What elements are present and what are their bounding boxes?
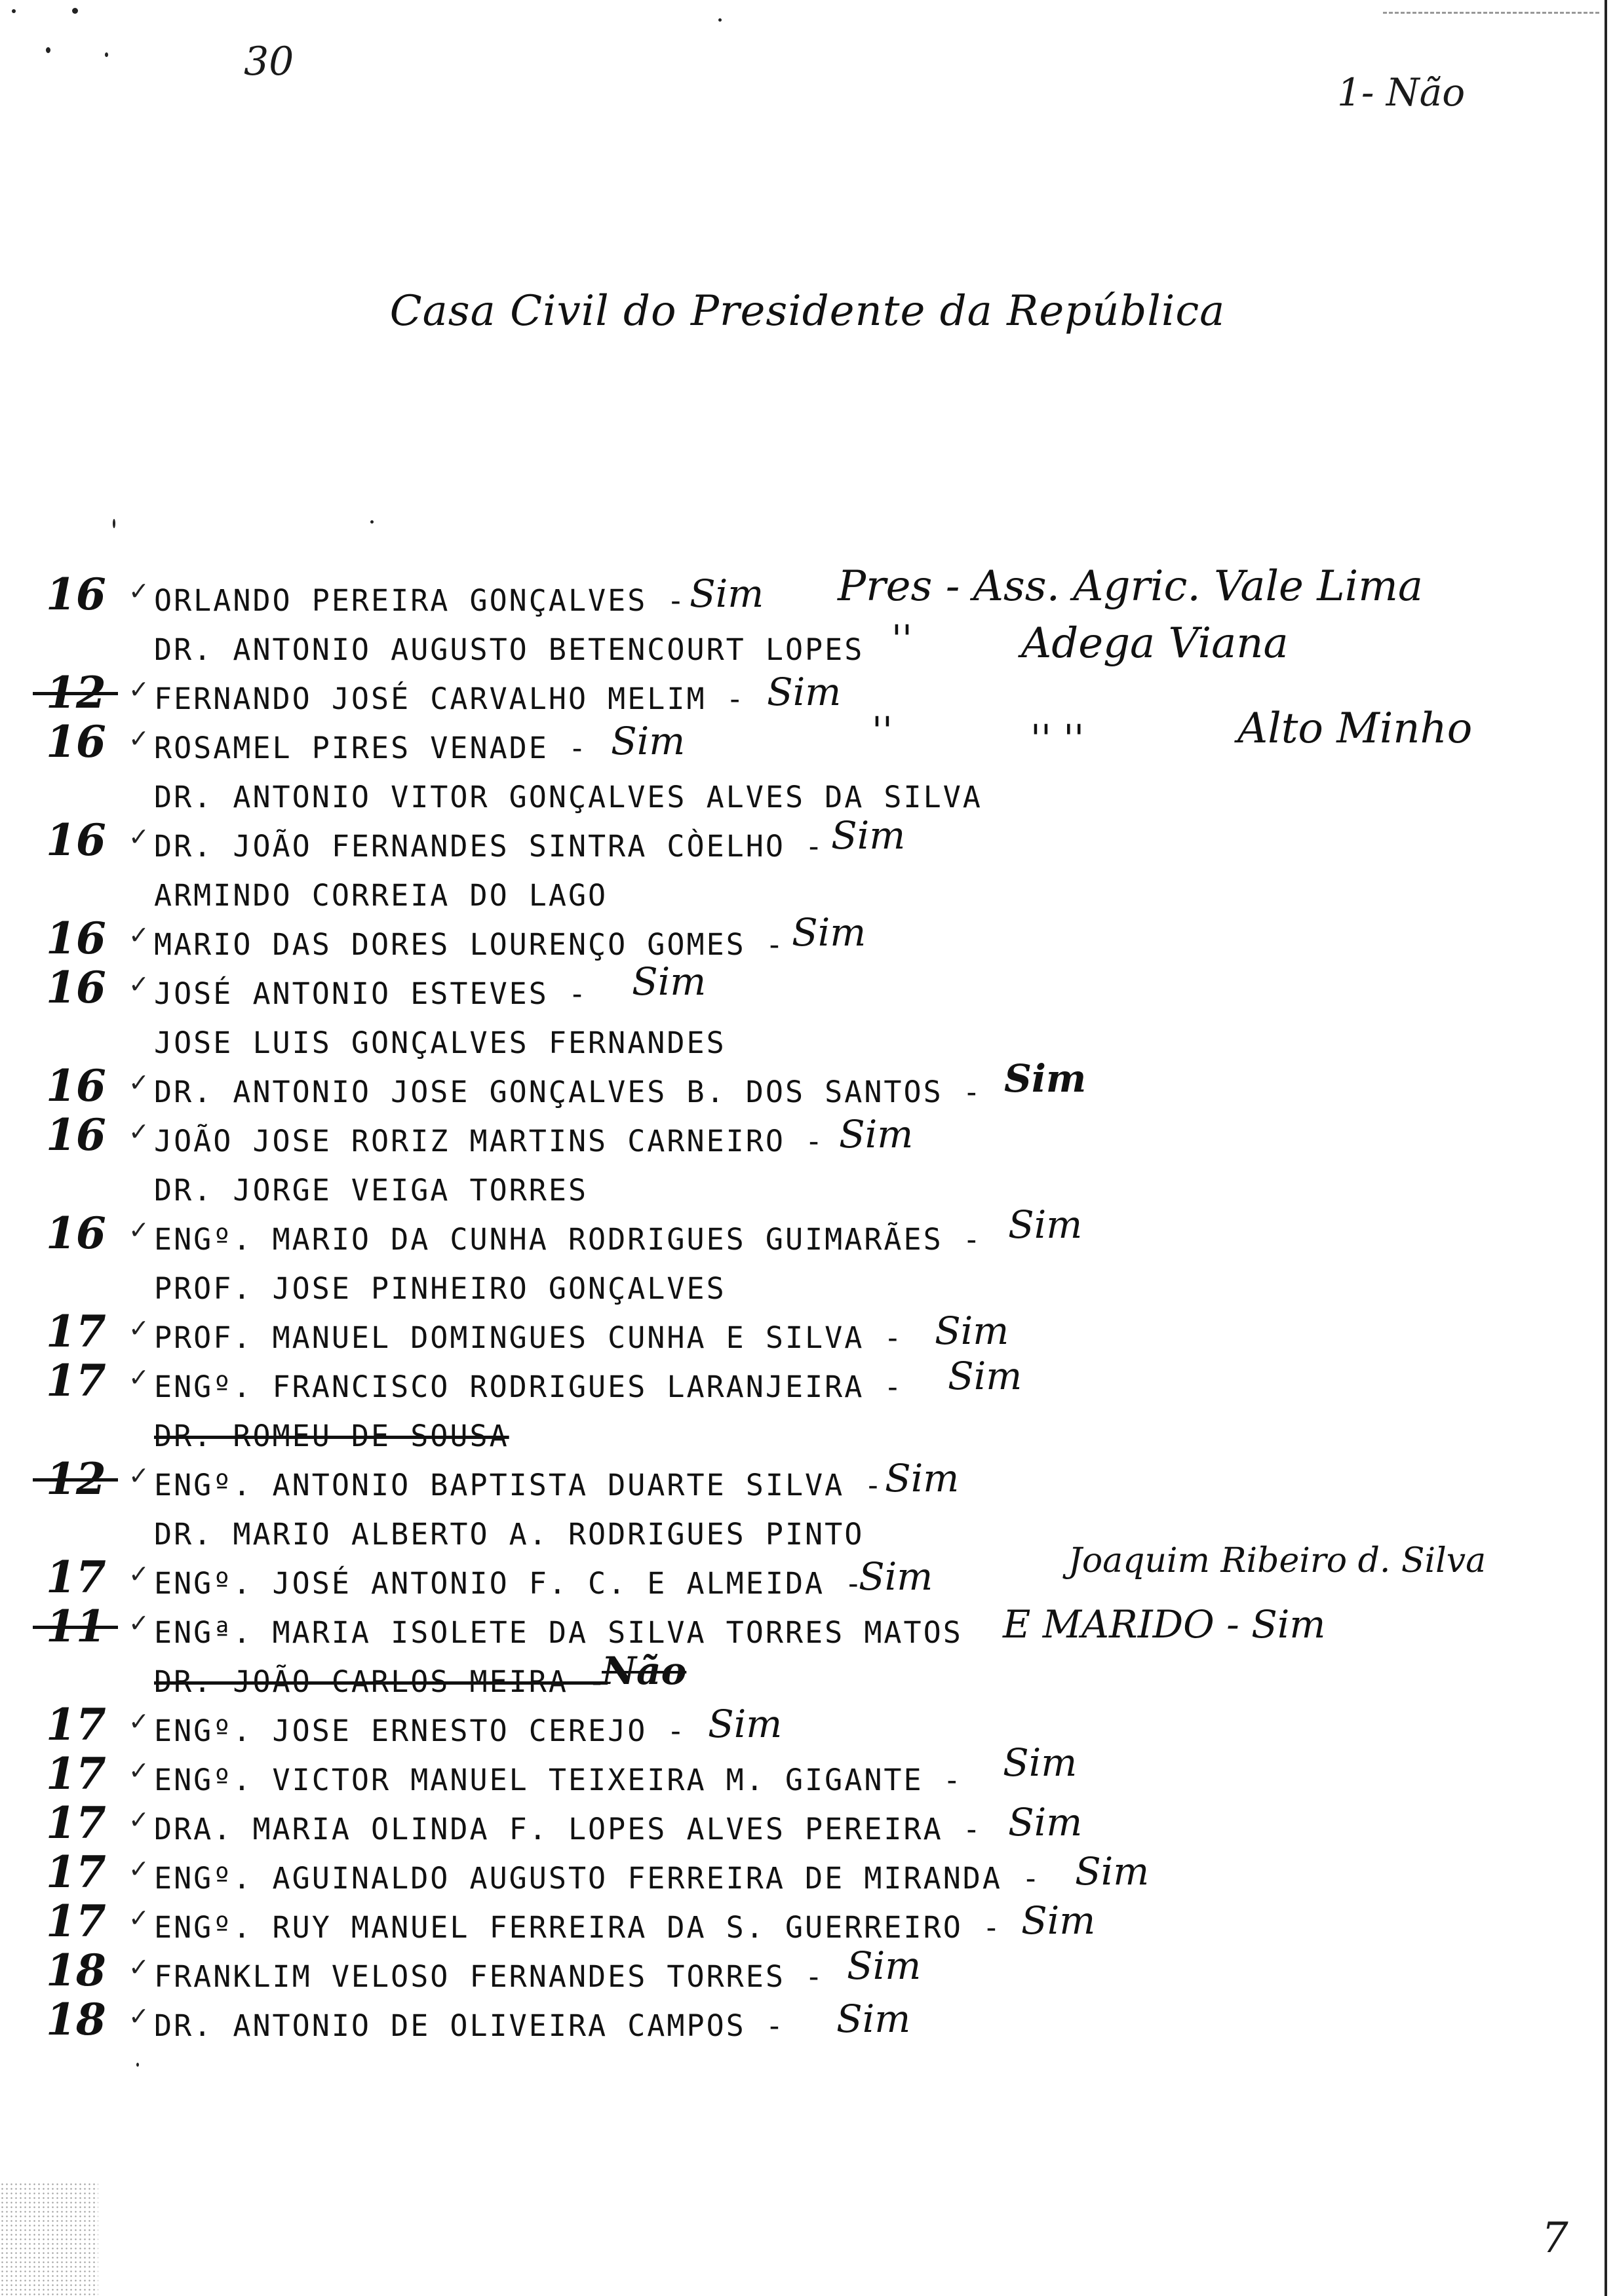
list-item [0,813,1615,868]
list-item [0,1649,1615,1704]
list-item [0,1943,1615,1999]
entry-number: 18 [46,1994,106,2045]
entry-name: DR. ANTONIO JOSE GONÇALVES B. DOS SANTOS - [154,1075,983,1109]
side-note-line3: Alto Minho [1237,704,1473,753]
entry-note: Sim [859,1554,933,1599]
entry-name: JOSE LUIS GONÇALVES FERNANDES [154,1025,726,1060]
check-mark-icon: ✓ [128,1559,149,1588]
list-item [0,1994,1615,2048]
check-mark-icon: ✓ [128,577,149,605]
entry-name: ROSAMEL PIRES VENADE - [154,731,589,765]
check-mark-icon: ✓ [128,1904,149,1932]
check-mark-icon: ✓ [128,724,149,753]
entry-number: 16 [46,962,106,1013]
list-item [0,1306,1615,1360]
entry-number: 11 [46,1601,144,1652]
entry-note: Sim [847,1943,922,1988]
entry-name: DR. JOÃO FERNANDES SINTRA CÒELHO - [154,829,825,864]
entry-note: Sim [611,719,686,763]
letterhead: Casa Civil do Presidente da República [389,287,1226,335]
ditto-mark: '' [891,617,912,661]
list-item [0,1601,1615,1655]
list-item [0,1056,1615,1114]
page-folio: 30 [244,39,294,85]
entry-name: DR. ANTONIO AUGUSTO BETENCOURT LOPES [154,632,865,667]
entry-number: 17 [46,1306,106,1357]
entry-name: DR. MARIO ALBERTO A. RODRIGUES PINTO [154,1517,865,1552]
entry-number: 12 [46,1453,144,1504]
list-item [0,1202,1615,1261]
entry-note: Sim [708,1702,783,1746]
list-item [0,1699,1615,1753]
check-mark-icon: ✓ [128,2002,149,2031]
entry-number: 16 [46,1060,106,1111]
check-mark-icon: ✓ [128,1363,149,1392]
entry-number: 17 [46,1797,106,1848]
entry-number: 16 [46,569,106,620]
list-item [0,704,1615,770]
entry-note: Sim [792,910,866,955]
check-mark-icon: ✓ [128,1609,149,1637]
list-item [0,910,1615,966]
entry-note: Sim [1003,1740,1078,1785]
entry-number: 17 [46,1699,106,1750]
check-mark-icon: ✓ [128,675,149,704]
entry-name: ARMINDO CORREIA DO LAGO [154,878,608,913]
check-mark-icon: ✓ [128,1461,149,1490]
entry-note: Sim [1008,1202,1083,1247]
check-mark-icon: ✓ [128,1215,149,1244]
entry-note: Sim [885,1456,960,1501]
entry-number: 16 [46,1109,106,1160]
list-item [0,1453,1615,1507]
entry-name: ENGº. VICTOR MANUEL TEIXEIRA M. GIGANTE - [154,1763,963,1797]
spouse-name-note: Joaquim Ribeiro d. Silva [1068,1541,1487,1580]
entry-name: FERNANDO JOSÉ CARVALHO MELIM - [154,681,746,716]
ditto-mark: '' '' [1030,716,1085,761]
entry-note: Sim [839,1112,914,1157]
top-right-note: 1- Não [1337,70,1466,115]
entry-note: Sim [1021,1898,1096,1943]
spouse-note: E MARIDO - Sim [1003,1602,1326,1647]
list-item [0,1740,1615,1802]
list-item [0,1797,1615,1851]
check-mark-icon: ✓ [128,1756,149,1785]
entry-number: 17 [46,1846,106,1898]
bottom-page-mark: 7 [1542,2214,1568,2263]
entry-name: DR. JORGE VEIGA TORRES [154,1173,589,1208]
check-mark-icon: ✓ [128,1953,149,1981]
check-mark-icon: ✓ [128,1117,149,1146]
entry-name: FRANKLIM VELOSO FERNANDES TORRES - [154,1959,825,1994]
entry-name: ENGº. JOSÉ ANTONIO F. C. E ALMEIDA - [154,1566,865,1601]
side-note-line1: Pres - Ass. Agric. Vale Lima [838,562,1424,611]
entry-note: Sim [1008,1800,1083,1845]
list-item [0,1019,1615,1065]
scan-mark [1383,12,1599,14]
check-mark-icon: ✓ [128,822,149,851]
entry-number: 17 [46,1355,106,1406]
entry-number: 18 [46,1945,106,1996]
entry-name: ENGº. JOSE ERNESTO CEREJO - [154,1713,687,1748]
list-item [0,1166,1615,1212]
entry-name: MARIO DAS DORES LOURENÇO GOMES - [154,927,785,962]
entry-name: DR. ANTONIO VITOR GONÇALVES ALVES DA SILVA [154,780,983,814]
list-item [0,617,1615,672]
entry-number: 17 [46,1748,106,1799]
list-item [0,1109,1615,1163]
entry-number: 16 [46,814,106,866]
list-item [0,562,1615,622]
entry-note: Sim [1004,1056,1087,1101]
entry-note: Sim [831,813,906,858]
list-item [0,1896,1615,1949]
entry-name: ENGº. ANTONIO BAPTISTA DUARTE SILVA - [154,1468,884,1502]
list-item [0,1846,1615,1900]
list-item [0,1412,1615,1458]
entry-name: ENGº. FRANCISCO RODRIGUES LARANJEIRA - [154,1369,904,1404]
list-item [0,1265,1615,1311]
entry-note: Sim [935,1309,1009,1353]
entry-number: 16 [46,716,106,767]
entry-name: PROF. JOSE PINHEIRO GONÇALVES [154,1271,726,1306]
entry-name: ENGº. RUY MANUEL FERREIRA DA S. GUERREIRO - [154,1910,1002,1945]
check-mark-icon: ✓ [128,1707,149,1736]
entry-name: DR. ROMEU DE SOUSA [154,1419,509,1453]
check-mark-icon: ✓ [128,1314,149,1343]
entry-note: Sim [767,670,842,714]
entry-name: DR. JOÃO CARLOS MEIRA - [154,1664,608,1699]
entry-name: JOÃO JOSE RORIZ MARTINS CARNEIRO - [154,1124,825,1158]
entry-note: Sim [948,1354,1022,1398]
entry-note: Sim [1075,1849,1150,1894]
list-item [0,959,1615,1016]
check-mark-icon: ✓ [128,1805,149,1834]
entry-name: ENGª. MARIA ISOLETE DA SILVA TORRES MATOS [154,1615,963,1650]
entry-name: JOSÉ ANTONIO ESTEVES - [154,976,589,1011]
entry-number: 16 [46,1208,106,1259]
check-mark-icon: ✓ [128,921,149,949]
entry-name: DRA. MARIA OLINDA F. LOPES ALVES PEREIRA - [154,1812,983,1846]
scan-noise [0,2182,98,2296]
list-item [0,1354,1615,1409]
entry-number: 17 [46,1896,106,1947]
entry-note: Sim [690,571,764,616]
entry-note: Sim [836,1997,911,2041]
entry-name: PROF. MANUEL DOMINGUES CUNHA E SILVA - [154,1320,904,1355]
ditto-mark: '' [872,708,893,753]
entry-name: ENGº. MARIO DA CUNHA RODRIGUES GUIMARÃES - [154,1222,983,1257]
entry-number: 17 [46,1552,106,1603]
entry-name: ORLANDO PEREIRA GONÇALVES - [154,583,687,618]
entry-note: Não [602,1649,687,1693]
entry-name: ENGº. AGUINALDO AUGUSTO FERREIRA DE MIRANDA - [154,1861,1042,1896]
entry-name: DR. ANTONIO DE OLIVEIRA CAMPOS - [154,2008,785,2043]
list-item [0,1541,1615,1605]
check-mark-icon: ✓ [128,1854,149,1883]
check-mark-icon: ✓ [128,1068,149,1097]
entry-note: Sim [632,959,707,1004]
entry-number: 16 [46,913,106,964]
entry-number: 12 [46,667,144,718]
check-mark-icon: ✓ [128,970,149,999]
list-item [0,773,1615,819]
side-note-line2: Adega Viana [1021,619,1289,668]
